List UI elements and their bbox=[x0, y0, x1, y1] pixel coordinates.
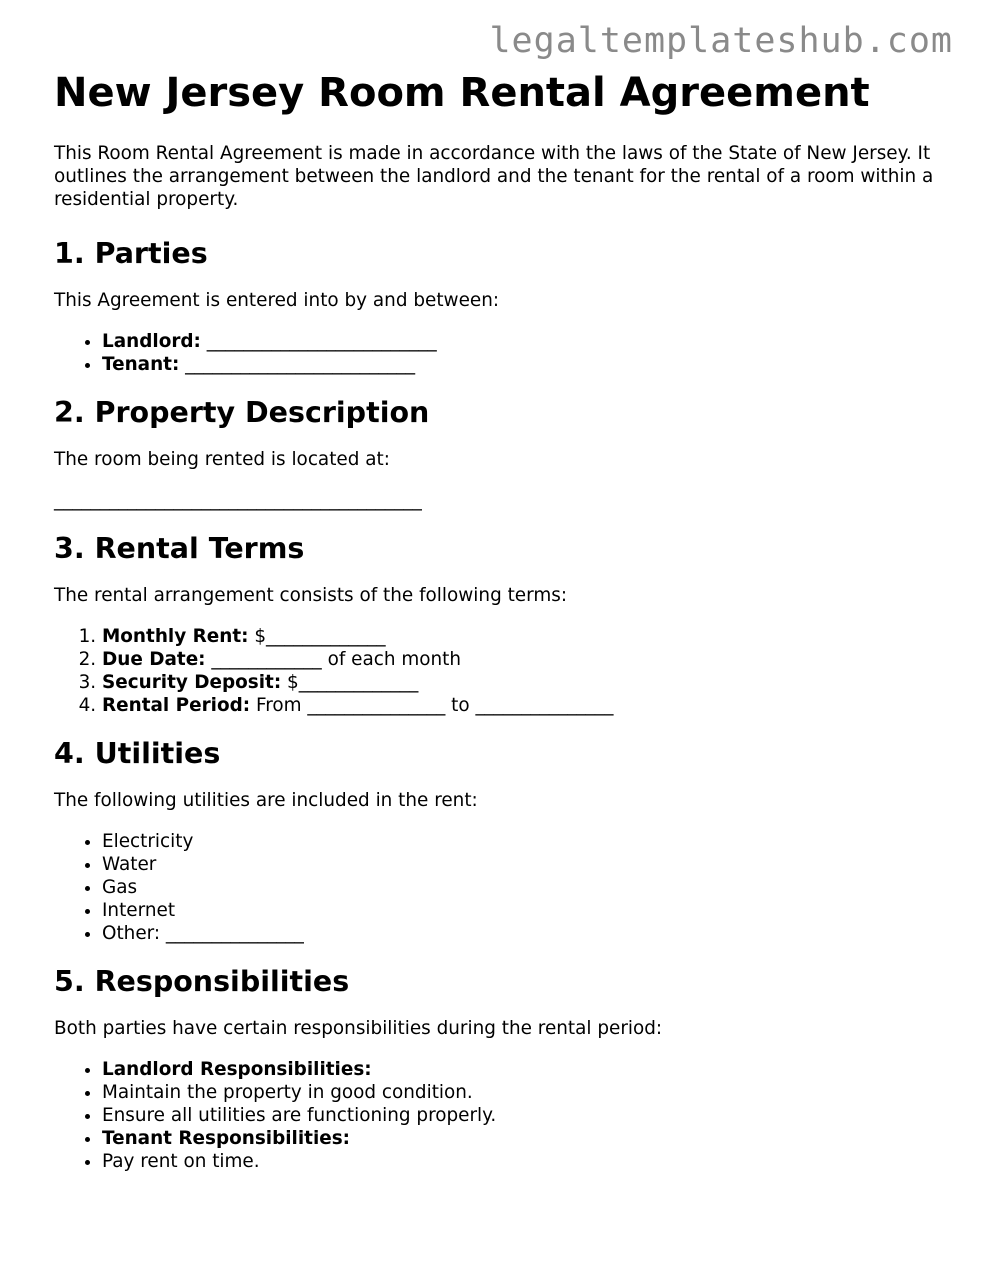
rental-period-blank: From _______________ to _______________ bbox=[250, 695, 614, 716]
section-heading-utilities: 4. Utilities bbox=[54, 737, 221, 770]
section-rental-terms bbox=[54, 532, 934, 717]
list-item: • Electricity bbox=[102, 830, 934, 853]
landlord-blank: _________________________ bbox=[200, 331, 437, 352]
landlord-responsibilities-label: Landlord Responsibilities: bbox=[102, 1059, 372, 1080]
rental-period-label: Rental Period: bbox=[102, 695, 251, 716]
parties-list bbox=[54, 330, 934, 376]
monthly-rent-label: Monthly Rent: bbox=[102, 626, 249, 647]
list-item bbox=[102, 694, 934, 717]
list-item bbox=[102, 648, 934, 671]
list-item: • Internet bbox=[102, 899, 934, 922]
list-item: • Ensure all utilities are functioning properly. bbox=[102, 1104, 934, 1127]
tenant-label: Tenant: bbox=[102, 354, 180, 375]
due-date-blank: ____________ of each month bbox=[205, 649, 462, 670]
section-heading-parties: 1. Parties bbox=[54, 237, 208, 270]
tenant-blank: _________________________ bbox=[179, 354, 416, 375]
due-date-label: Due Date: bbox=[102, 649, 206, 670]
list-item bbox=[102, 625, 934, 648]
list-item bbox=[102, 353, 934, 376]
list-item bbox=[102, 671, 934, 694]
list-item: • Water bbox=[102, 853, 934, 876]
section-heading-responsibilities: 5. Responsibilities bbox=[54, 965, 350, 998]
watermark: legaltemplateshub.com bbox=[489, 21, 953, 61]
security-deposit-label: Security Deposit: bbox=[102, 672, 282, 693]
section-heading-property: 2. Property Description bbox=[54, 396, 430, 429]
list-item: • Pay rent on time. bbox=[102, 1150, 934, 1173]
section-responsibilities bbox=[54, 965, 934, 1173]
responsibilities-intro: Both parties have certain responsibilities during the rental period: bbox=[54, 1018, 663, 1039]
rental-terms-intro: The rental arrangement consists of the following terms: bbox=[54, 585, 568, 606]
list-item bbox=[102, 1127, 934, 1150]
section-utilities bbox=[54, 737, 934, 945]
utilities-list bbox=[54, 830, 934, 945]
landlord-label: Landlord: bbox=[102, 331, 201, 352]
monthly-rent-blank: $_____________ bbox=[248, 626, 386, 647]
list-item bbox=[102, 1058, 934, 1081]
list-item: • Gas bbox=[102, 876, 934, 899]
document-body bbox=[54, 70, 934, 1173]
section-heading-rental-terms: 3. Rental Terms bbox=[54, 532, 305, 565]
tenant-responsibilities-label: Tenant Responsibilities: bbox=[102, 1128, 351, 1149]
page-title: New Jersey Room Rental Agreement bbox=[54, 70, 870, 116]
parties-intro: This Agreement is entered into by and between: bbox=[54, 290, 500, 311]
section-property bbox=[54, 396, 934, 512]
intro-paragraph: This Room Rental Agreement is made in accordance with the laws of the State of New Jersey. It outlines the arrangement between the landlord and the tenant for the rental of a room within a residential property. bbox=[54, 143, 934, 210]
rental-terms-list bbox=[54, 625, 934, 717]
security-deposit-blank: $_____________ bbox=[281, 672, 419, 693]
list-item: • Other: _______________ bbox=[102, 922, 934, 945]
list-item bbox=[102, 330, 934, 353]
section-parties bbox=[54, 237, 934, 376]
address-blank: ________________________________________ bbox=[54, 490, 422, 511]
list-item: • Maintain the property in good condition. bbox=[102, 1081, 934, 1104]
property-intro: The room being rented is located at: bbox=[54, 449, 390, 470]
utilities-intro: The following utilities are included in the rent: bbox=[54, 790, 478, 811]
responsibilities-list bbox=[54, 1058, 934, 1173]
